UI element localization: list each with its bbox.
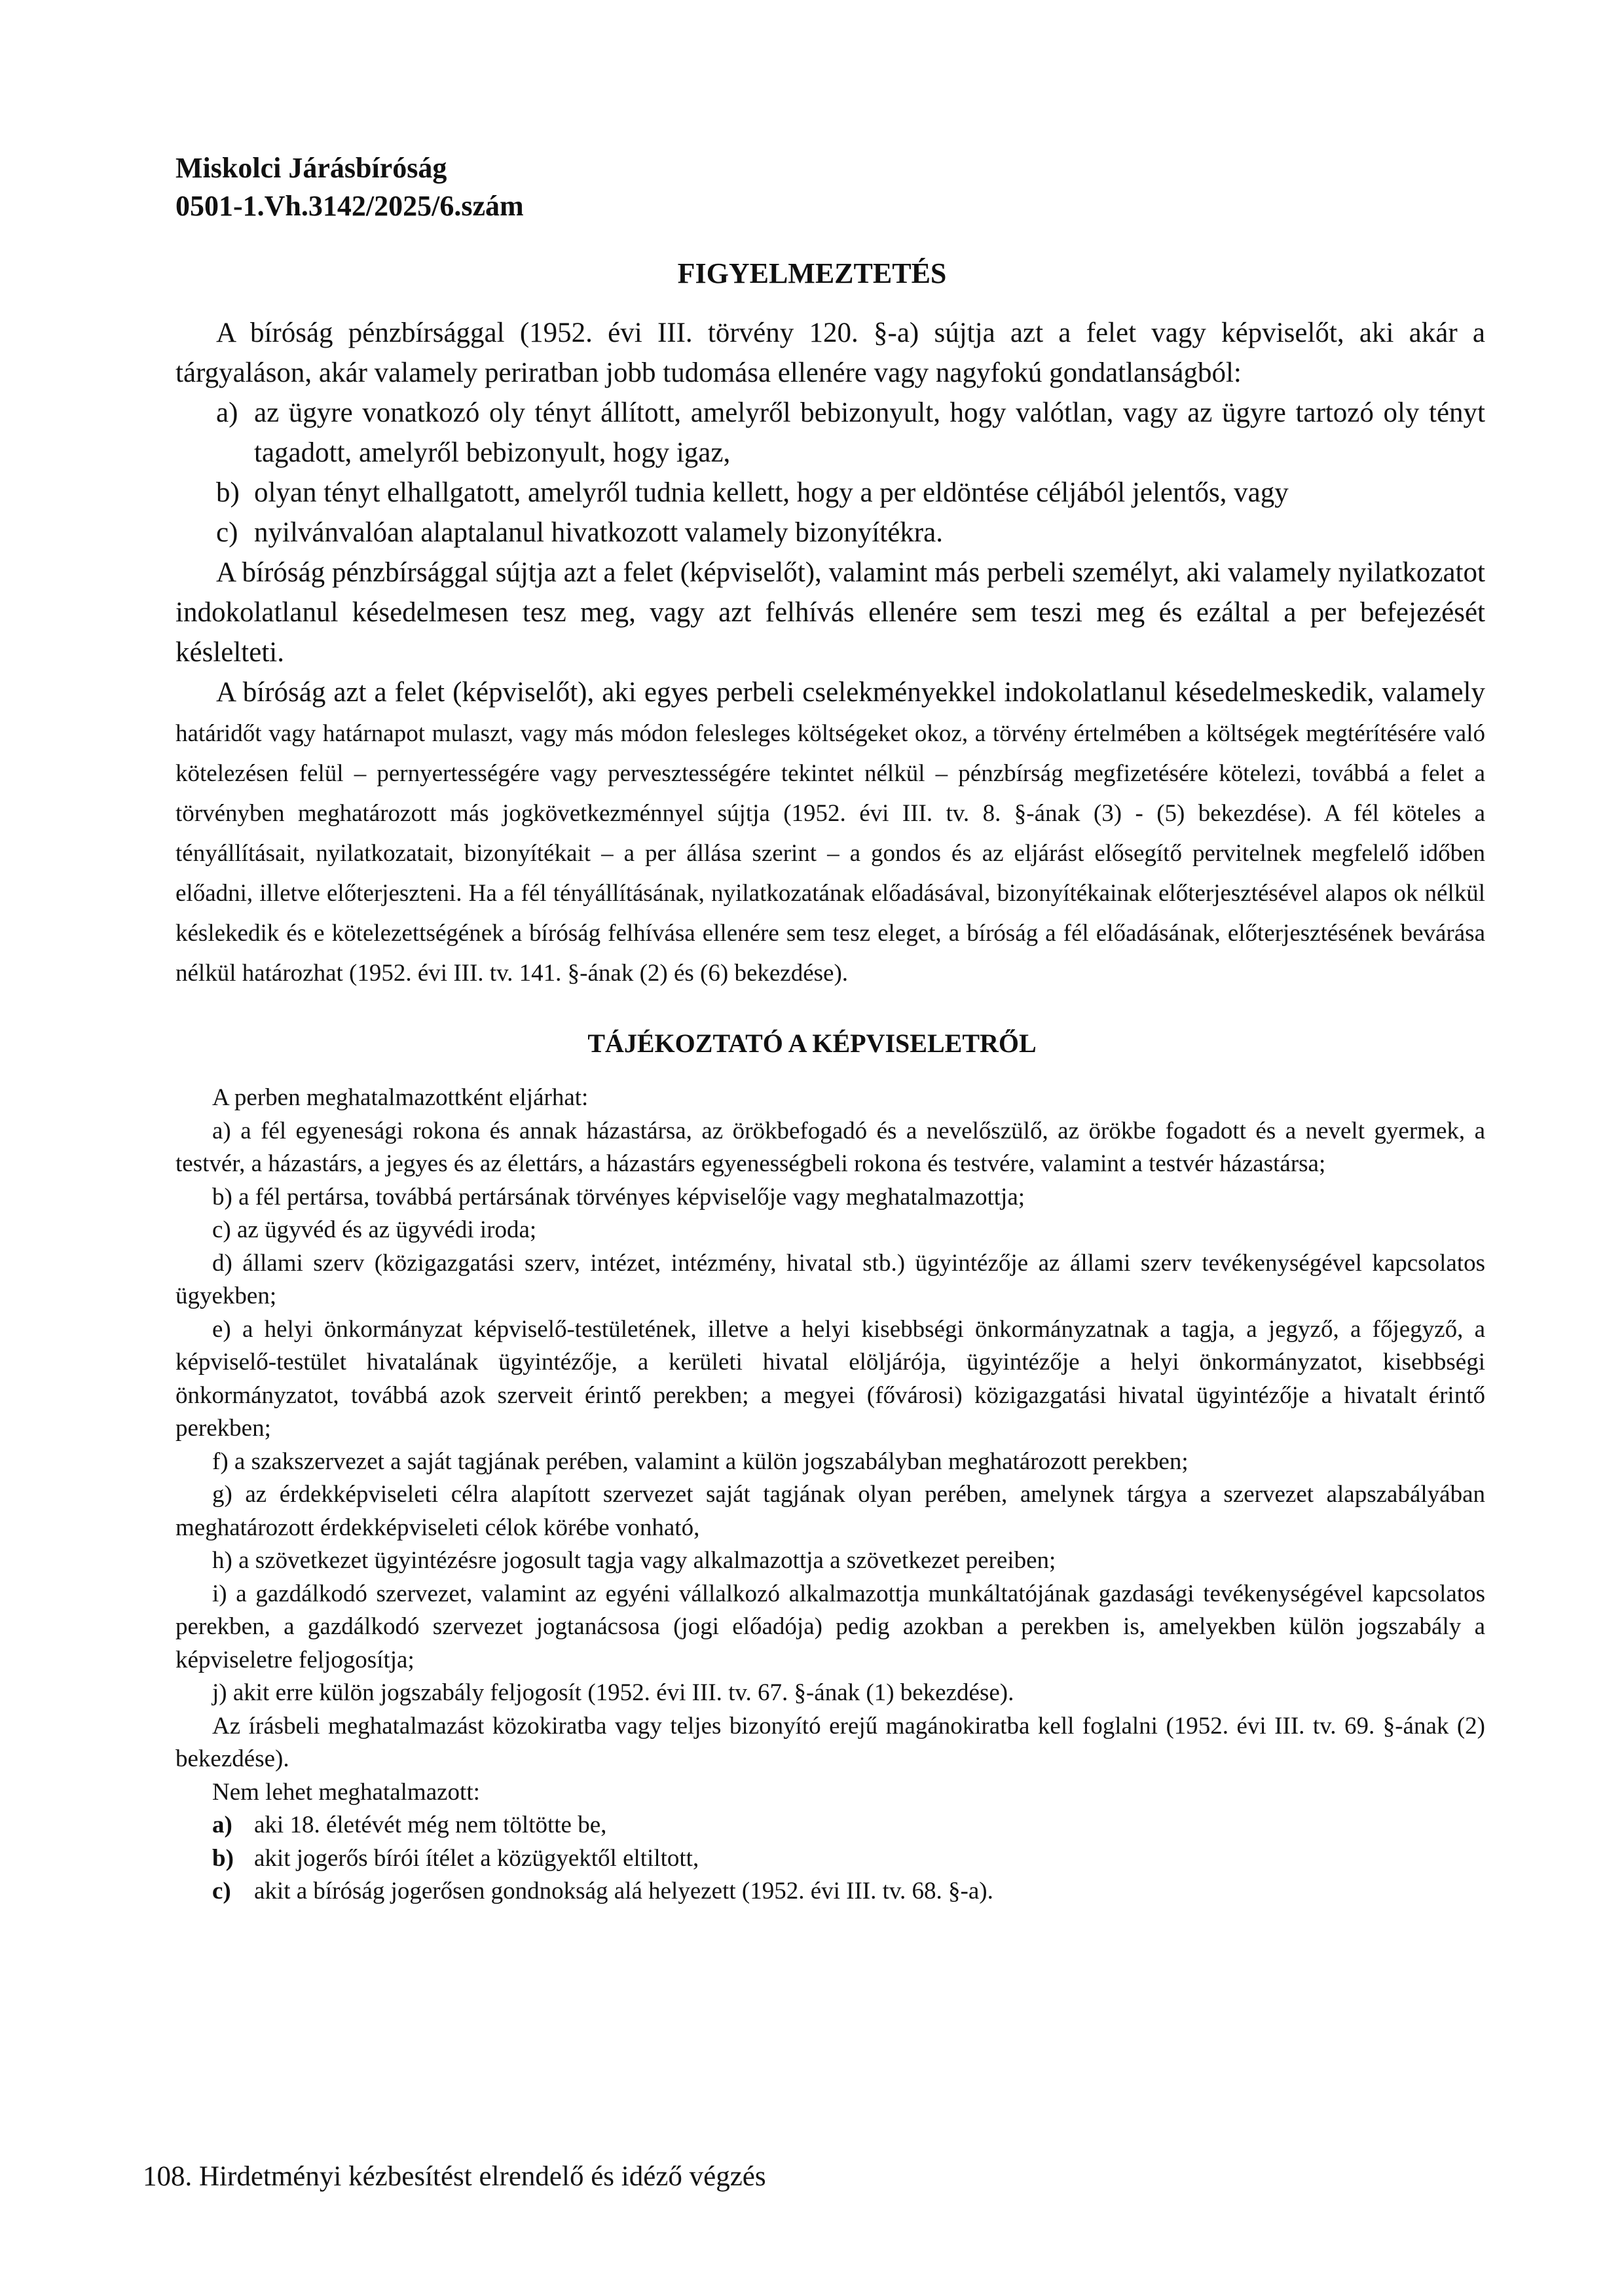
warning-item [175,473,1485,513]
item-label: c) [216,517,238,548]
item-label: c) [212,1878,231,1904]
warning-paragraph-2: A bíróság pénzbírsággal sújtja azt a felet (képviselőt), valamint más perbeli személyt, aki valamely nyilatkozatot indokolatlanul késedelmesen tesz meg, vagy azt felhívás ellenére sem teszi meg és ezáltal a per befejezését késlelteti. [175,557,1485,668]
representation-item: c) az ügyvéd és az ügyvédi iroda; [212,1216,537,1243]
item-text: akit a bíróság jogerősen gondnokság alá helyezett (1952. évi III. tv. 68. §-a). [254,1878,993,1904]
item-text: olyan tényt elhallgatott, amelyről tudnia kellett, hogy a per eldöntése céljából jelentős, vagy [254,477,1289,508]
representation-intro: A perben meghatalmazottként eljárhat: [212,1084,589,1111]
representation-item: b) a fél pertársa, továbbá pertársának törvényes képviselője vagy meghatalmazottja; [212,1183,1025,1211]
item-text: akit jogerős bírói ítélet a közügyektől eltiltott, [254,1844,699,1872]
item-text: az ügyre vonatkozó oly tényt állított, amelyről bebizonyult, hogy valótlan, vagy az ügyre tartozó oly tényt tagadott, amelyről bebizonyult, hogy igaz, [254,397,1485,468]
not-allowed-item [175,1842,1485,1876]
representation-item: a) a fél egyenesági rokona és annak házastársa, az örökbefogadó és a nevelőszülő, az örökbe fogadott és a nevelt gyermek, a testvér, a házastárs, a jegyes és az élettárs, a házastárs egyenességbeli rokona és testvére, valamint a testvér házastársa; [175,1117,1485,1177]
warning-title: FIGYELMEZTETÉS [677,257,947,289]
item-label: a) [216,397,238,428]
representation-title: TÁJÉKOZTATÓ A KÉPVISELETRŐL [587,1029,1037,1058]
not-allowed-intro: Nem lehet meghatalmazott: [212,1778,480,1806]
not-allowed-item [175,1875,1485,1908]
written-authorization-note: Az írásbeli meghatalmazást közokiratba vagy teljes bizonyító erejű magánokiratba kell foglalni (1952. évi III. tv. 69. §-ának (2) bekezdése). [175,1712,1485,1772]
representation-item: g) az érdekképviseleti célra alapított szervezet saját tagjának olyan perében, amelynek tárgya a szervezet alapszabályában meghatározott érdekképviseleti célok körébe vonható, [175,1481,1485,1541]
not-allowed-item [175,1809,1485,1842]
paragraph-3-lead: A bíróság azt a felet (képviselőt), aki egyes perbeli cselekményekkel indokolatlanul késedelmeskedik, valamely [216,677,1485,708]
item-label: b) [216,477,240,508]
representation-section [175,1082,1485,1908]
document-header [175,149,524,225]
representation-item: f) a szakszervezet a saját tagjának perében, valamint a külön jogszabályban meghatározott perekben; [212,1448,1189,1475]
warning-section [175,313,1485,992]
warning-item [175,393,1485,473]
warning-paragraph-3 [175,672,1485,992]
court-name: Miskolci Járásbíróság [175,152,447,184]
item-text: nyilvánvalóan alaptalanul hivatkozott valamely bizonyítékra. [254,517,943,548]
paragraph-3-rest: határidőt vagy határnapot mulaszt, vagy más módon felesleges költségeket okoz, a törvény értelmében a költségek megtérítésére való kötelezésen felül – pernyertességére vagy pervesztességére tekintet nélkül – pénzbírság megfizetésére kötelezi, továbbá a felet a törvényben meghatározott más jogkövetkezménnyel sújtja (1952. évi III. tv. 8. §-ának (3) - (5) bekezdése). A fél köteles a tényállításait, nyilatkozatait, bizonyítékait – a per állása szerint – a gondos és az eljárást elősegítő pervitelnek megfelelő időben előadni, illetve előterjeszteni. Ha a fél tényállításának, nyilatkozatának előadásával, bizonyítékainak előterjesztésével alapos ok nélkül késlekedik és e kötelezettségének a bíróság felhívása ellenére sem tesz eleget, a bíróság a fél előadásának, előterjesztésének bevárása nélkül határozhat (1952. évi III. tv. 141. §-ának (2) és (6) bekezdése). [175,720,1485,987]
representation-item: e) a helyi önkormányzat képviselő-testületének, illetve a helyi kisebbségi önkormányzatnak a tagja, a jegyző, a főjegyző, a képviselő-testület hivatalának ügyintézője, a kerületi hivatal elöljárója, ügyintézője a helyi önkormányzatot, kisebbségi önkormányzatot, továbbá azok szerveit érintő perekben; a megyei (fővárosi) közigazgatási hivatal ügyintézője a hivatalt érintő perekben; [175,1315,1485,1442]
item-text: aki 18. életévét még nem töltötte be, [254,1812,607,1838]
item-label: b) [212,1844,234,1872]
representation-item: i) a gazdálkodó szervezet, valamint az egyéni vállalkozó alkalmazottja munkáltatójának gazdasági tevékenységével kapcsolatos perekben, a gazdálkodó szervezet jogtanácsosa (jogi előadója) pedig azokban a perekben is, amelyekben külön jogszabály a képviseletre feljogosítja; [175,1580,1485,1673]
warning-item [175,513,1485,553]
case-number: 0501-1.Vh.3142/2025/6.szám [175,190,524,222]
form-title-footer: 108. Hirdetményi kézbesítést elrendelő és idéző végzés [143,2161,766,2192]
representation-item: j) akit erre külön jogszabály feljogosít (1952. évi III. tv. 67. §-ának (1) bekezdése). [212,1679,1014,1706]
item-label: a) [212,1812,232,1838]
warning-intro: A bíróság pénzbírsággal (1952. évi III. törvény 120. §-a) sújtja azt a felet vagy képviselőt, aki akár a tárgyaláson, akár valamely periratban jobb tudomása ellenére vagy nagyfokú gondatlanságból: [175,318,1485,388]
representation-item: h) a szövetkezet ügyintézésre jogosult tagja vagy alkalmazottja a szövetkezet pereiben; [212,1547,1056,1574]
representation-item: d) állami szerv (közigazgatási szerv, intézet, intézmény, hivatal stb.) ügyintézője az állami szerv tevékenységével kapcsolatos ügyekben; [175,1249,1485,1309]
